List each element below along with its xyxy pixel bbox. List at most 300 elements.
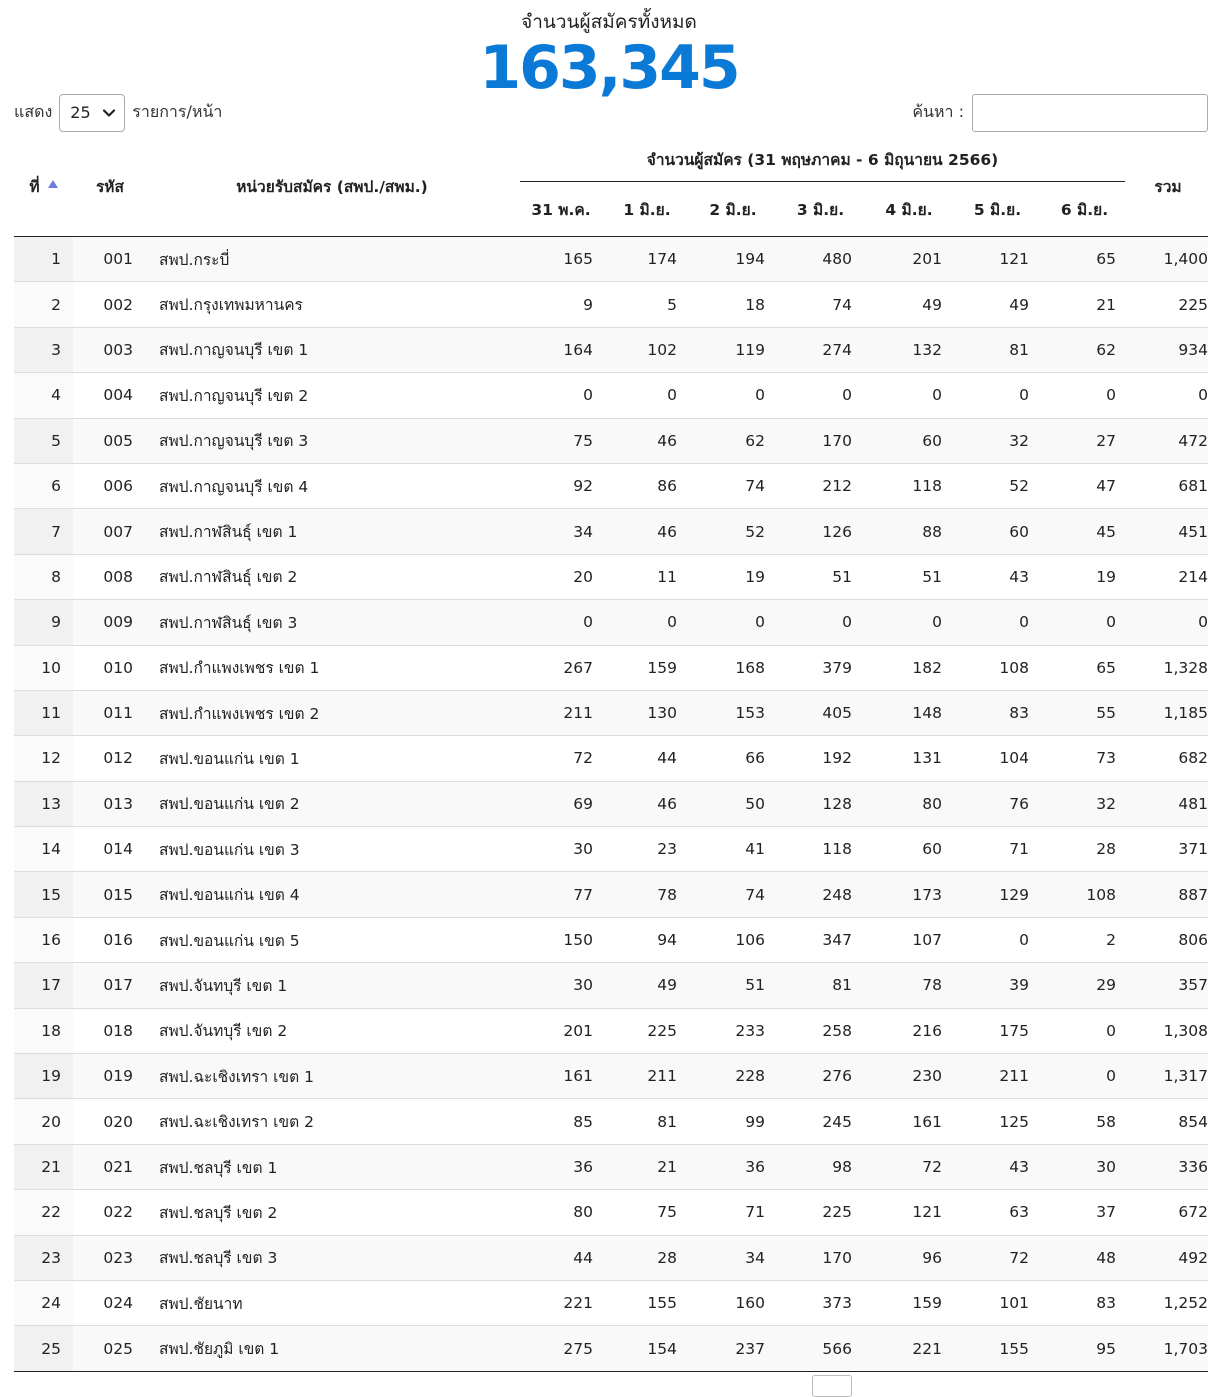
daily-count: 78 [864, 963, 954, 1008]
daily-count: 28 [1041, 827, 1128, 872]
daily-count: 51 [864, 554, 954, 599]
daily-count: 150 [517, 917, 605, 962]
daily-count: 52 [954, 463, 1041, 508]
row-number: 2 [14, 282, 73, 327]
daily-count: 0 [689, 373, 777, 418]
daily-count: 225 [777, 1190, 864, 1235]
daily-count: 60 [864, 827, 954, 872]
daily-count: 83 [954, 690, 1041, 735]
row-total: 1,703 [1128, 1326, 1208, 1371]
unit-name: สพป.ขอนแก่น เขต 2 [147, 781, 517, 826]
daily-count: 276 [777, 1054, 864, 1099]
daily-count: 19 [689, 554, 777, 599]
daily-count: 170 [777, 1235, 864, 1280]
unit-code: 008 [73, 554, 147, 599]
daily-count: 77 [517, 872, 605, 917]
row-number: 12 [14, 736, 73, 781]
daily-count: 69 [517, 781, 605, 826]
unit-code: 009 [73, 600, 147, 645]
unit-code: 004 [73, 373, 147, 418]
row-number: 18 [14, 1008, 73, 1053]
search-control [912, 93, 1208, 132]
unit-name: สพป.กำแพงเพชร เขต 2 [147, 690, 517, 735]
daily-count: 92 [517, 463, 605, 508]
daily-count: 44 [605, 736, 689, 781]
daily-count: 108 [954, 645, 1041, 690]
page-length-control [14, 93, 222, 132]
daily-count: 2 [1041, 917, 1128, 962]
daily-count: 74 [689, 463, 777, 508]
daily-count: 121 [954, 237, 1041, 282]
daily-count: 85 [517, 1099, 605, 1144]
unit-name: สพป.จันทบุรี เขต 2 [147, 1008, 517, 1053]
page-length-value: 25 [70, 103, 91, 122]
daily-count: 148 [864, 690, 954, 735]
daily-count: 379 [777, 645, 864, 690]
daily-count: 119 [689, 327, 777, 372]
daily-count: 66 [689, 736, 777, 781]
daily-count: 73 [1041, 736, 1128, 781]
daily-count: 32 [954, 418, 1041, 463]
row-total: 0 [1128, 600, 1208, 645]
daily-count: 0 [954, 600, 1041, 645]
row-total: 336 [1128, 1144, 1208, 1189]
daily-count: 88 [864, 509, 954, 554]
daily-count: 80 [864, 781, 954, 826]
row-number: 6 [14, 463, 73, 508]
unit-name: สพป.ฉะเชิงเทรา เขต 1 [147, 1054, 517, 1099]
row-number: 15 [14, 872, 73, 917]
row-number: 4 [14, 373, 73, 418]
daily-count: 201 [864, 237, 954, 282]
daily-count: 30 [1041, 1144, 1128, 1189]
applicants-table [14, 136, 1208, 1372]
daily-count: 37 [1041, 1190, 1128, 1235]
daily-count: 101 [954, 1280, 1041, 1325]
table-row [14, 509, 1208, 554]
daily-count: 0 [777, 600, 864, 645]
unit-name: สพป.ขอนแก่น เขต 4 [147, 872, 517, 917]
unit-code: 002 [73, 282, 147, 327]
daily-count: 58 [1041, 1099, 1128, 1144]
daily-count: 81 [605, 1099, 689, 1144]
daily-count: 46 [605, 418, 689, 463]
daily-count: 34 [689, 1235, 777, 1280]
daily-count: 32 [1041, 781, 1128, 826]
daily-count: 347 [777, 917, 864, 962]
daily-count: 0 [954, 373, 1041, 418]
daily-count: 0 [954, 917, 1041, 962]
daily-count: 65 [1041, 237, 1128, 282]
table-row [14, 373, 1208, 418]
table-row [14, 463, 1208, 508]
table-row [14, 645, 1208, 690]
daily-count: 49 [605, 963, 689, 1008]
table-row [14, 1144, 1208, 1189]
daily-count: 164 [517, 327, 605, 372]
daily-count: 131 [864, 736, 954, 781]
row-total: 854 [1128, 1099, 1208, 1144]
daily-count: 153 [689, 690, 777, 735]
daily-count: 0 [1041, 1008, 1128, 1053]
table-header [14, 136, 1208, 237]
daily-count: 23 [605, 827, 689, 872]
unit-name: สพป.กาฬสินธุ์ เขต 1 [147, 509, 517, 554]
unit-name: สพป.ขอนแก่น เขต 1 [147, 736, 517, 781]
row-number: 9 [14, 600, 73, 645]
unit-name: สพป.จันทบุรี เขต 1 [147, 963, 517, 1008]
unit-name: สพป.กำแพงเพชร เขต 1 [147, 645, 517, 690]
row-total: 887 [1128, 872, 1208, 917]
daily-count: 129 [954, 872, 1041, 917]
daily-count: 275 [517, 1326, 605, 1371]
row-total: 1,328 [1128, 645, 1208, 690]
daily-count: 118 [777, 827, 864, 872]
column-header-date[interactable]: 5 มิ.ย. [954, 182, 1041, 237]
daily-count: 373 [777, 1280, 864, 1325]
unit-code: 022 [73, 1190, 147, 1235]
daily-count: 216 [864, 1008, 954, 1053]
unit-code: 003 [73, 327, 147, 372]
unit-name: สพป.กาญจนบุรี เขต 4 [147, 463, 517, 508]
table-row [14, 963, 1208, 1008]
table-row [14, 1326, 1208, 1371]
daily-count: 175 [954, 1008, 1041, 1053]
daily-count: 47 [1041, 463, 1128, 508]
row-number: 19 [14, 1054, 73, 1099]
column-header-date[interactable]: 1 มิ.ย. [605, 182, 689, 237]
table-row [14, 1235, 1208, 1280]
column-header-no-label: ที่ [29, 177, 40, 196]
unit-code: 010 [73, 645, 147, 690]
daily-count: 43 [954, 554, 1041, 599]
unit-code: 021 [73, 1144, 147, 1189]
daily-count: 20 [517, 554, 605, 599]
daily-count: 0 [1041, 600, 1128, 645]
unit-name: สพป.กรุงเทพมหานคร [147, 282, 517, 327]
table-row [14, 1054, 1208, 1099]
daily-count: 161 [517, 1054, 605, 1099]
daily-count: 126 [777, 509, 864, 554]
daily-count: 81 [777, 963, 864, 1008]
daily-count: 194 [689, 237, 777, 282]
unit-name: สพป.ชลบุรี เขต 3 [147, 1235, 517, 1280]
table-body [14, 237, 1208, 1372]
column-header-date[interactable]: 31 พ.ค. [517, 182, 605, 237]
unit-code: 011 [73, 690, 147, 735]
row-number: 8 [14, 554, 73, 599]
daily-count: 128 [777, 781, 864, 826]
search-label: ค้นหา : [912, 102, 964, 121]
daily-count: 118 [864, 463, 954, 508]
unit-name: สพป.ชัยนาท [147, 1280, 517, 1325]
table-row [14, 872, 1208, 917]
unit-code: 023 [73, 1235, 147, 1280]
table-row [14, 1008, 1208, 1053]
search-input[interactable] [972, 94, 1208, 132]
daily-count: 233 [689, 1008, 777, 1053]
row-number: 13 [14, 781, 73, 826]
daily-count: 34 [517, 509, 605, 554]
daily-count: 29 [1041, 963, 1128, 1008]
daily-count: 154 [605, 1326, 689, 1371]
daily-count: 125 [954, 1099, 1041, 1144]
total-applicants-label: จำนวนผู้สมัครทั้งหมด [521, 11, 697, 33]
row-total: 1,185 [1128, 690, 1208, 735]
unit-name: สพป.กาญจนบุรี เขต 1 [147, 327, 517, 372]
unit-code: 014 [73, 827, 147, 872]
table-row [14, 327, 1208, 372]
daily-count: 0 [1041, 1054, 1128, 1099]
daily-count: 168 [689, 645, 777, 690]
row-total: 1,308 [1128, 1008, 1208, 1053]
table-row [14, 554, 1208, 599]
daily-count: 74 [777, 282, 864, 327]
table-row [14, 282, 1208, 327]
row-total: 451 [1128, 509, 1208, 554]
daily-count: 50 [689, 781, 777, 826]
daily-count: 19 [1041, 554, 1128, 599]
row-total: 472 [1128, 418, 1208, 463]
daily-count: 155 [605, 1280, 689, 1325]
daily-count: 155 [954, 1326, 1041, 1371]
table-row [14, 690, 1208, 735]
column-header-date[interactable]: 2 มิ.ย. [689, 182, 777, 237]
row-number: 1 [14, 237, 73, 282]
column-header-date[interactable]: 6 มิ.ย. [1041, 182, 1128, 237]
daily-count: 63 [954, 1190, 1041, 1235]
daily-count: 159 [605, 645, 689, 690]
daily-count: 108 [1041, 872, 1128, 917]
daily-count: 267 [517, 645, 605, 690]
daily-count: 5 [605, 282, 689, 327]
daily-count: 480 [777, 237, 864, 282]
daily-count: 27 [1041, 418, 1128, 463]
unit-name: สพป.กาฬสินธุ์ เขต 2 [147, 554, 517, 599]
daily-count: 49 [864, 282, 954, 327]
daily-count: 76 [954, 781, 1041, 826]
daily-count: 62 [1041, 327, 1128, 372]
row-total: 1,400 [1128, 237, 1208, 282]
daily-count: 36 [689, 1144, 777, 1189]
unit-code: 007 [73, 509, 147, 554]
daily-count: 159 [864, 1280, 954, 1325]
daily-count: 0 [777, 373, 864, 418]
daily-count: 41 [689, 827, 777, 872]
daily-count: 0 [689, 600, 777, 645]
sort-ascending-icon [48, 180, 58, 188]
column-header-total[interactable]: รวม [1128, 136, 1208, 237]
daily-count: 0 [1041, 373, 1128, 418]
daily-count: 170 [777, 418, 864, 463]
daily-count: 212 [777, 463, 864, 508]
daily-count: 0 [517, 600, 605, 645]
daily-count: 80 [517, 1190, 605, 1235]
daily-count: 9 [517, 282, 605, 327]
daily-count: 0 [864, 373, 954, 418]
daily-count: 62 [689, 418, 777, 463]
unit-code: 006 [73, 463, 147, 508]
unit-code: 005 [73, 418, 147, 463]
table-row [14, 917, 1208, 962]
daily-count: 94 [605, 917, 689, 962]
daily-count: 225 [605, 1008, 689, 1053]
daily-count: 39 [954, 963, 1041, 1008]
row-total: 225 [1128, 282, 1208, 327]
daily-count: 228 [689, 1054, 777, 1099]
unit-name: สพป.ฉะเชิงเทรา เขต 2 [147, 1099, 517, 1144]
column-header-unit[interactable]: หน่วยรับสมัคร (สพป./สพม.) [147, 136, 517, 237]
daily-count: 221 [517, 1280, 605, 1325]
column-group-applicants-label: จำนวนผู้สมัคร (31 พฤษภาคม - 6 มิถุนายน 2566) [646, 150, 999, 169]
daily-count: 46 [605, 781, 689, 826]
row-number: 11 [14, 690, 73, 735]
daily-count: 51 [777, 554, 864, 599]
unit-name: สพป.กาญจนบุรี เขต 3 [147, 418, 517, 463]
daily-count: 74 [689, 872, 777, 917]
daily-count: 160 [689, 1280, 777, 1325]
page-length-select[interactable] [59, 94, 125, 132]
unit-name: สพป.ชลบุรี เขต 2 [147, 1190, 517, 1235]
daily-count: 182 [864, 645, 954, 690]
unit-name: สพป.ชัยภูมิ เขต 1 [147, 1326, 517, 1371]
daily-count: 36 [517, 1144, 605, 1189]
daily-count: 121 [864, 1190, 954, 1235]
row-number: 10 [14, 645, 73, 690]
daily-count: 221 [864, 1326, 954, 1371]
unit-name: สพป.ขอนแก่น เขต 3 [147, 827, 517, 872]
column-header-date[interactable]: 3 มิ.ย. [777, 182, 864, 237]
row-total: 492 [1128, 1235, 1208, 1280]
daily-count: 98 [777, 1144, 864, 1189]
unit-code: 024 [73, 1280, 147, 1325]
daily-count: 405 [777, 690, 864, 735]
daily-count: 72 [864, 1144, 954, 1189]
daily-count: 165 [517, 237, 605, 282]
row-total: 371 [1128, 827, 1208, 872]
pagination-button[interactable] [812, 1375, 852, 1397]
daily-count: 130 [605, 690, 689, 735]
daily-count: 96 [864, 1235, 954, 1280]
unit-name: สพป.ชลบุรี เขต 1 [147, 1144, 517, 1189]
daily-count: 211 [605, 1054, 689, 1099]
daily-count: 99 [689, 1099, 777, 1144]
unit-name: สพป.กระบี่ [147, 237, 517, 282]
unit-code: 017 [73, 963, 147, 1008]
column-header-date[interactable]: 4 มิ.ย. [864, 182, 954, 237]
chevron-down-icon [100, 104, 118, 122]
column-header-no[interactable] [14, 136, 73, 237]
row-total: 806 [1128, 917, 1208, 962]
unit-code: 013 [73, 781, 147, 826]
daily-count: 566 [777, 1326, 864, 1371]
row-number: 25 [14, 1326, 73, 1371]
daily-count: 106 [689, 917, 777, 962]
unit-name: สพป.กาญจนบุรี เขต 2 [147, 373, 517, 418]
row-total: 357 [1128, 963, 1208, 1008]
unit-code: 019 [73, 1054, 147, 1099]
row-number: 5 [14, 418, 73, 463]
daily-count: 71 [954, 827, 1041, 872]
daily-count: 72 [517, 736, 605, 781]
row-number: 7 [14, 509, 73, 554]
column-group-applicants [517, 136, 1128, 182]
daily-count: 60 [864, 418, 954, 463]
daily-count: 173 [864, 872, 954, 917]
row-number: 23 [14, 1235, 73, 1280]
row-total: 681 [1128, 463, 1208, 508]
daily-count: 104 [954, 736, 1041, 781]
row-total: 672 [1128, 1190, 1208, 1235]
daily-count: 245 [777, 1099, 864, 1144]
column-header-code[interactable]: รหัส [73, 136, 147, 237]
daily-count: 211 [954, 1054, 1041, 1099]
daily-count: 0 [605, 600, 689, 645]
daily-count: 237 [689, 1326, 777, 1371]
daily-count: 43 [954, 1144, 1041, 1189]
daily-count: 21 [605, 1144, 689, 1189]
row-total: 1,252 [1128, 1280, 1208, 1325]
daily-count: 86 [605, 463, 689, 508]
daily-count: 0 [517, 373, 605, 418]
daily-count: 48 [1041, 1235, 1128, 1280]
daily-count: 49 [954, 282, 1041, 327]
daily-count: 201 [517, 1008, 605, 1053]
daily-count: 65 [1041, 645, 1128, 690]
daily-count: 174 [605, 237, 689, 282]
unit-code: 001 [73, 237, 147, 282]
daily-count: 102 [605, 327, 689, 372]
daily-count: 81 [954, 327, 1041, 372]
daily-count: 0 [864, 600, 954, 645]
row-total: 1,317 [1128, 1054, 1208, 1099]
unit-code: 012 [73, 736, 147, 781]
table-row [14, 1099, 1208, 1144]
daily-count: 248 [777, 872, 864, 917]
daily-count: 75 [605, 1190, 689, 1235]
row-number: 14 [14, 827, 73, 872]
unit-code: 015 [73, 872, 147, 917]
daily-count: 107 [864, 917, 954, 962]
unit-code: 025 [73, 1326, 147, 1371]
daily-count: 52 [689, 509, 777, 554]
daily-count: 45 [1041, 509, 1128, 554]
daily-count: 28 [605, 1235, 689, 1280]
unit-code: 020 [73, 1099, 147, 1144]
table-row [14, 827, 1208, 872]
daily-count: 11 [605, 554, 689, 599]
daily-count: 83 [1041, 1280, 1128, 1325]
row-number: 21 [14, 1144, 73, 1189]
daily-count: 95 [1041, 1326, 1128, 1371]
row-total: 934 [1128, 327, 1208, 372]
daily-count: 132 [864, 327, 954, 372]
row-number: 24 [14, 1280, 73, 1325]
row-total: 682 [1128, 736, 1208, 781]
page-length-suffix: รายการ/หน้า [132, 102, 223, 121]
daily-count: 51 [689, 963, 777, 1008]
daily-count: 60 [954, 509, 1041, 554]
daily-count: 71 [689, 1190, 777, 1235]
row-total: 481 [1128, 781, 1208, 826]
daily-count: 161 [864, 1099, 954, 1144]
daily-count: 274 [777, 327, 864, 372]
daily-count: 258 [777, 1008, 864, 1053]
table-row [14, 736, 1208, 781]
table-row [14, 781, 1208, 826]
table-row [14, 1280, 1208, 1325]
daily-count: 211 [517, 690, 605, 735]
